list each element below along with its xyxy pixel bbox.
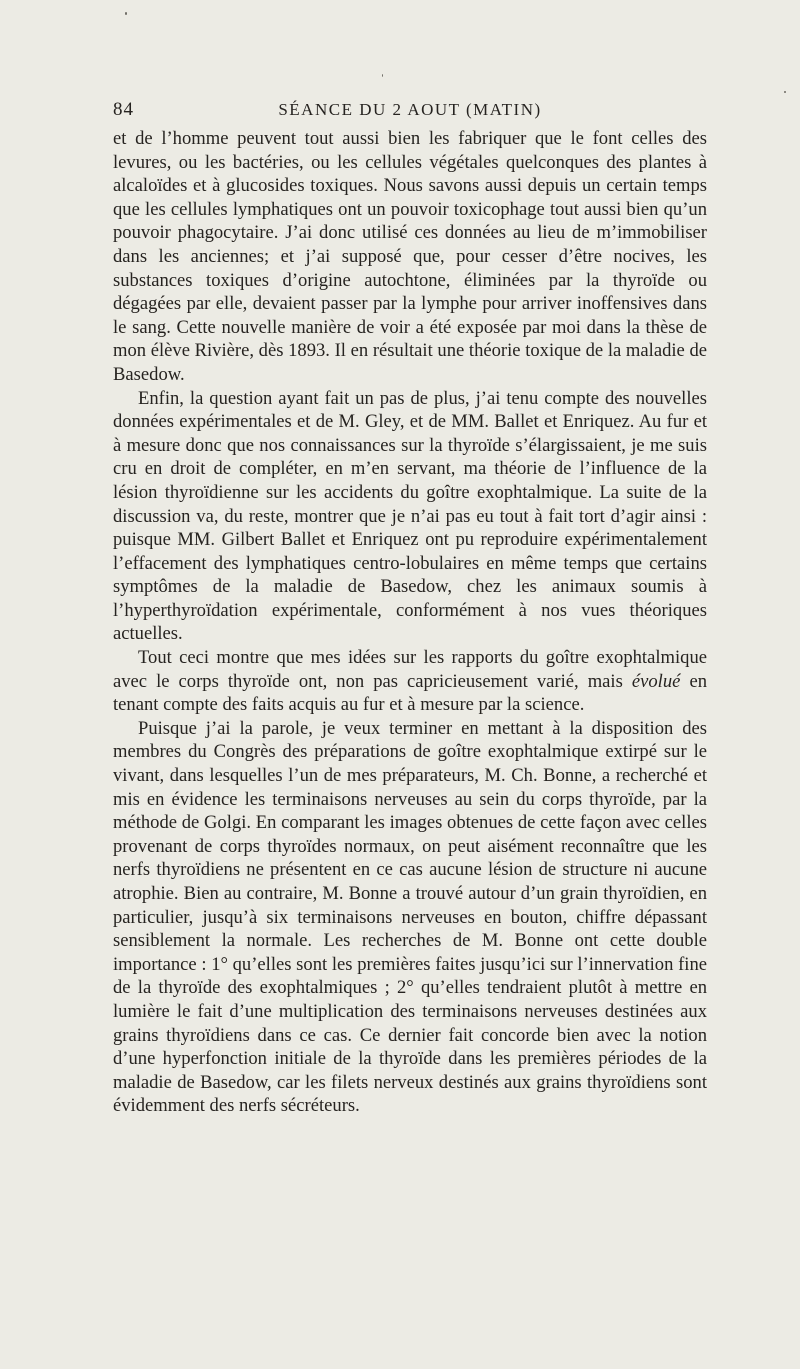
paragraph-3-start: Tout ceci montre que mes idées sur les rapports du goître exophtalmique avec le corps thyroïde ont, non pas capricieusement varié, mais [113,647,707,692]
page-header [113,99,707,127]
paragraph-3-end: en tenant compte des faits acquis au fur et à mesure par la science. [113,670,708,716]
page-number: 84 [113,99,134,120]
scan-speck [382,74,383,77]
scan-speck [784,91,786,93]
running-head: SÉANCE DU 2 AOUT (MATIN) [278,100,542,119]
emphasis-evolue: évolué [631,670,681,692]
paragraph-2: Enfin, la question ayant fait un pas de plus, j’ai tenu compte des nouvelles données expérimentales et de M. Gley, et de MM. Ballet et Enriquez. Au fur et à mesure donc que nos connaissances sur la thyroïde s’élargissaient, je me suis cru en droit de compléter, en m’en servant, ma théorie de l’influence de la lésion thyroïdienne sur les accidents du goître exophtalmique. La suite de la discussion va, du reste, montrer que je n’ai pas eu tout à fait tort d’agir ainsi : puisque MM. Gilbert Ballet et Enriquez ont pu reproduire expérimentalement l’effacement des lymphatiques centro-lobulaires en même temps que certains symptômes de la maladie de Basedow, chez les animaux soumis à l’hyperthyroïdation expérimentale, conformément à nos vues théoriques actuelles. [113,387,707,645]
scan-speck [125,12,127,15]
paragraph-1: et de l’homme peuvent tout aussi bien les fabriquer que le font celles des levures, ou les bactéries, ou les cellules végétales quelconques des plantes à alcaloïdes et à glucosides toxiques. Nous savons aussi depuis un certain temps que les cellules lymphatiques ont un pouvoir toxicophage tout aussi bien qu’un pouvoir phagocytaire. J’ai donc utilisé ces données au lieu de m’immobiliser dans les anciennes; et j’ai supposé que, pour cesser d’être nocives, les substances toxiques d’origine autochtone, éliminées par la thyroïde ou dégagées par elle, devaient passer par la lymphe pour arriver inoffensives dans le sang. Cette nouvelle manière de voir a été exposée par moi dans la thèse de mon élève Rivière, dès 1893. Il en résultait une théorie toxique de la maladie de Basedow. [113,128,707,385]
paragraph-4: Puisque j’ai la parole, je veux terminer en mettant à la disposition des membres du Congrès des préparations de goître exophtalmique extirpé sur le vivant, dans lesquelles l’un de mes préparateurs, M. Ch. Bonne, a recherché et mis en évidence les terminaisons nerveuses au sein du corps thyroïde, par la méthode de Golgi. En comparant les images obtenues de cette façon avec celles provenant de corps thyroïdes normaux, on peut aisément reconnaître que les nerfs thyroïdiens ne présentent en ce cas aucune lésion de structure ni aucune atrophie. Bien au contraire, M. Bonne a trouvé autour d’un grain thyroïdien, en particulier, jusqu’à six terminaisons nerveuses en bouton, chiffre dépassant sensiblement la normale. Les recherches de M. Bonne ont cette double importance : 1° qu’elles sont les premières faites jusqu’ici sur l’innervation fine de la thyroïde des exophtalmiques ; 2° qu’elles tendraient plutôt à mettre en lumière le fait d’une multiplication des terminaisons nerveuses destinées aux grains thyroïdiens dans ce cas. Ce dernier fait concorde bien avec la notion d’une hyperfonction initiale de la thyroïde dans les premières périodes de la maladie de Basedow, car les filets nerveux destinés aux grains thyroïdiens sont évidemment des nerfs sécréteurs. [113,717,707,1117]
paragraph-3 [113,646,707,717]
body-text [113,127,707,1118]
